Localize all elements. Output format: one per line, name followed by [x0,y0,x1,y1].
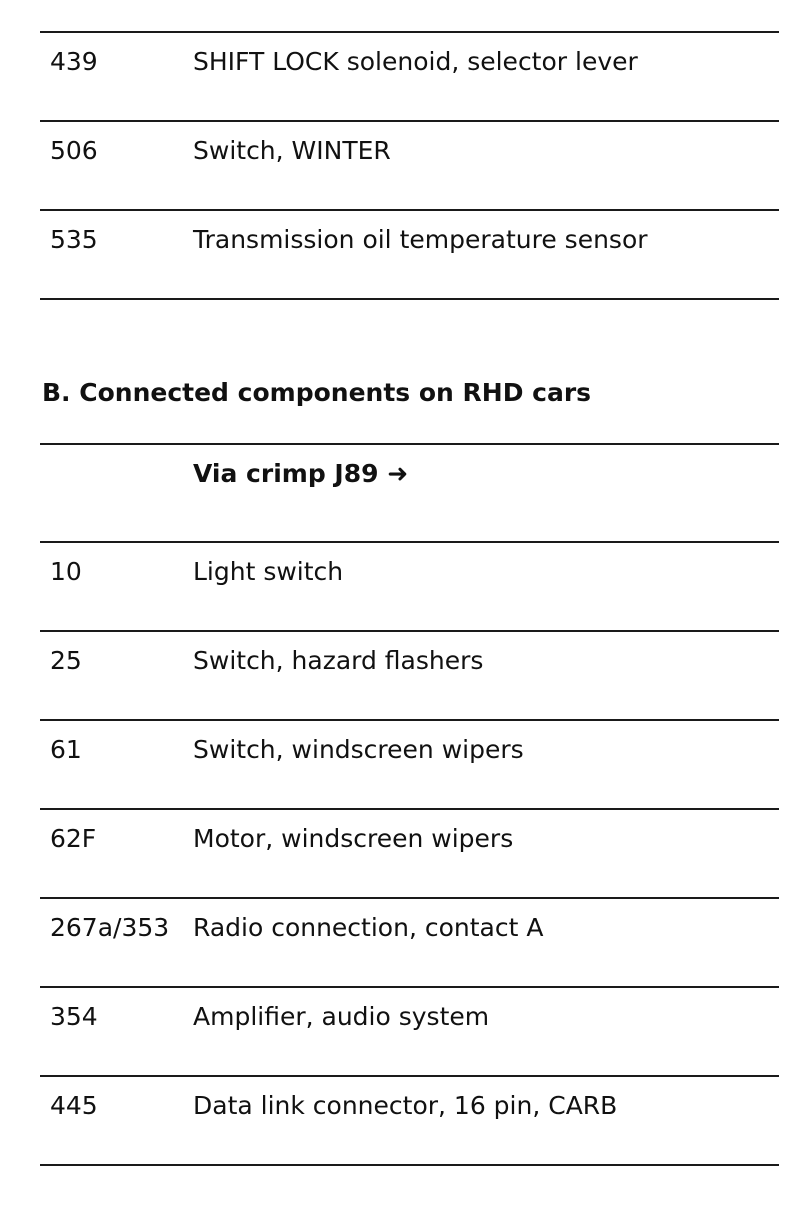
component-description: Switch, WINTER [193,136,391,165]
table-row [40,122,779,211]
component-description: Switch, windscreen wipers [193,735,524,764]
component-number: 62F [50,824,97,853]
component-number: 535 [50,225,98,254]
table-row [40,543,779,632]
table-section-a [40,31,779,300]
component-number: 61 [50,735,82,764]
component-description: Radio connection, contact A [193,913,544,942]
component-number: 506 [50,136,98,165]
component-number: 25 [50,646,82,675]
component-description: Transmission oil temperature sensor [193,225,648,254]
table-row [40,1077,779,1166]
table-row [40,988,779,1077]
component-number: 445 [50,1091,98,1120]
table-row [40,899,779,988]
table-row [40,721,779,810]
component-description: Data link connector, 16 pin, CARB [193,1091,618,1120]
table-row [40,33,779,122]
component-description: SHIFT LOCK solenoid, selector lever [193,47,638,76]
table-row [40,632,779,721]
component-description: Amplifier, audio system [193,1002,490,1031]
component-description: Motor, windscreen wipers [193,824,514,853]
component-number: 354 [50,1002,98,1031]
component-description: Switch, hazard flashers [193,646,484,675]
table-subheader-row [40,445,779,543]
table-row [40,211,779,300]
component-number [40,445,193,461]
crimp-subheader: Via crimp J89 ➜ [193,459,409,488]
component-number: 10 [50,557,82,586]
component-description: Light switch [193,557,344,586]
table-section-b [40,443,779,1166]
component-number: 439 [50,47,98,76]
table-row [40,810,779,899]
component-number: 267a/353 [50,913,170,942]
section-heading: B. Connected components on RHD cars [42,378,592,407]
